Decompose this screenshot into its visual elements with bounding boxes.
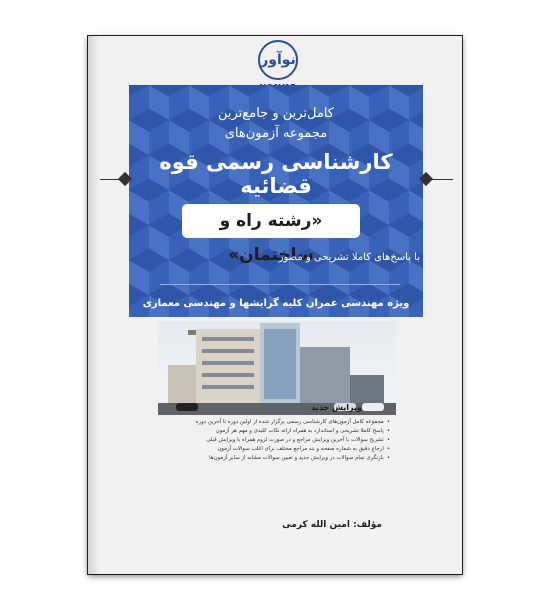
building-shape [300,347,350,405]
building-shape [260,323,300,405]
cover-special-for: ویژه مهندسی عمران کلیه گرایشها و مهندسی معماری [142,298,410,309]
list-item: • پاسخ کاملا تشریحی و استاندارد به همراه ارائه نکات کلیدی و مهم هر آزمون [178,427,390,436]
edition-label: ویرایش جدید [311,403,362,412]
list-item: • بازنگری تمام سوالات در ویرایش جدید و تعیین سوالات مشابه از سایر آزمون‌ها [178,454,390,463]
publisher-logo-mark: نوآور [258,40,298,80]
book-spine-shadow [88,36,100,574]
list-item: • ارجاع دقیق به شماره صفحه و بند مراجع مختلف برای اغلب سوالات آزمون [178,445,390,454]
building-photo [158,321,396,415]
cover-field-label: «رشته راه و ساختمان» [182,204,360,238]
building-shape [350,375,384,405]
panel-divider [160,284,400,285]
car [176,403,198,411]
cover-answers-note: با پاسخ‌های کاملا تشریحی و مصور [278,252,420,263]
author-name: مؤلف: امین الله کرمی [282,520,382,530]
list-item: • تشریح سوالات با آخرین ویرایش مراجع و در صورت لزوم همراه با ویرایش قبلی [178,436,390,445]
list-item: • مجموعه کامل آزمون‌های کارشناسی رسمی برگزار شده از اولین دوره تا آخرین دوره [178,418,390,427]
cover-title: کارشناسی رسمی قوه قضائیه [159,150,393,198]
building-shape [168,365,196,405]
building-shape [196,329,260,405]
cover-subtitle-line1: کامل‌ترین و جامع‌ترین [218,106,334,121]
cover-subtitle-line2: مجموعه آزمون‌های [224,126,328,141]
feature-list [178,418,390,463]
car [362,403,384,411]
